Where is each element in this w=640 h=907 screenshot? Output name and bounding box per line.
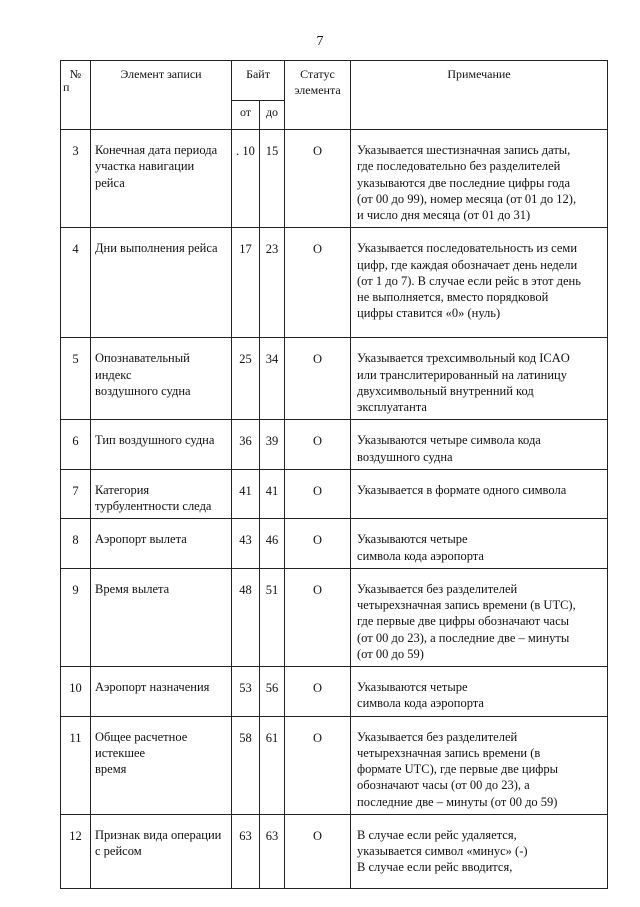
row-note-line: Указывается в формате одного символа: [357, 482, 567, 497]
table-row: [61, 228, 608, 338]
row-note-line: Указывается трехсимвольный код ICAO: [357, 351, 570, 366]
row-note: [351, 228, 608, 338]
row-note-line: В случае если рейс вводится,: [357, 860, 513, 875]
row-note-line: символа кода аэропорта: [357, 696, 484, 711]
header-status-line1: Статус: [300, 67, 335, 81]
row-note: [351, 568, 608, 666]
row-note: [351, 814, 608, 888]
row-element-name: [91, 667, 232, 717]
row-note-line: формате UTC), где первые две цифры: [357, 762, 559, 776]
row-note-line: Указывается последовательность из семи: [357, 241, 578, 256]
header-status-line2: элемента: [294, 82, 341, 97]
row-element-name-line: Тип воздушного судна: [95, 433, 215, 448]
row-note: [351, 420, 608, 470]
row-element-name-line: время: [95, 762, 127, 776]
row-note-line: последние две – минуты (от 00 до 59): [357, 794, 558, 809]
table-row: [61, 568, 608, 666]
table-row: [61, 420, 608, 470]
row-element-name: [91, 568, 232, 666]
row-note-line: (от 00 до 23), а последние две – минуты: [357, 630, 570, 645]
row-element-name: [91, 130, 232, 228]
row-note-line: четырехзначная запись времени (в UTC),: [357, 598, 576, 612]
row-note-line: или транслитерированный на латиницу: [357, 367, 567, 382]
row-status: O: [285, 519, 351, 569]
row-byte-to: 56: [260, 667, 285, 717]
table-row: [61, 667, 608, 717]
row-element-name-line: истекшее: [95, 745, 146, 760]
row-number: 10: [61, 667, 91, 717]
row-element-name-line: Дни выполнения рейса: [95, 241, 218, 256]
row-note-line: (от 00 до 59): [357, 646, 424, 661]
row-byte-from: 48: [232, 568, 260, 666]
row-note-line: Указываются четыре символа кода: [357, 433, 541, 448]
header-note: Примечание: [351, 61, 608, 130]
header-to: до: [260, 101, 285, 130]
row-note-line: четырехзначная запись времени (в: [357, 745, 541, 760]
row-note-line: и число дня месяца (от 01 до 31): [357, 208, 531, 222]
header-no-sub: п: [63, 79, 70, 94]
row-byte-to: 63: [260, 814, 285, 888]
row-note-line: Указывается без разделителей: [357, 581, 518, 596]
row-note-line: эксплуатанта: [357, 400, 427, 414]
row-element-name-line: Аэропорт вылета: [95, 532, 187, 547]
table-row: [61, 716, 608, 814]
row-note: [351, 519, 608, 569]
row-number: 6: [61, 420, 91, 470]
row-note-line: обозначают часы (от 00 до 23), а: [357, 778, 530, 793]
row-status: O: [285, 469, 351, 519]
row-byte-to: 41: [260, 469, 285, 519]
row-number: 11: [61, 716, 91, 814]
row-number: 9: [61, 568, 91, 666]
row-byte-to: 34: [260, 338, 285, 420]
row-byte-to: 46: [260, 519, 285, 569]
row-note-line: символа кода аэропорта: [357, 548, 484, 563]
row-note-line: указывается символ «минус» (-): [357, 844, 528, 858]
row-element-name-line: Конечная дата периода: [95, 143, 218, 157]
row-number: 12: [61, 814, 91, 888]
row-byte-from: 25: [232, 338, 260, 420]
table-row: [61, 338, 608, 420]
row-element-name: [91, 716, 232, 814]
row-status: O: [285, 338, 351, 420]
row-element-name: [91, 469, 232, 519]
row-note-line: указываются две последние цифры года: [357, 175, 571, 190]
row-element-name-line: участка навигации: [95, 159, 195, 174]
row-status: O: [285, 130, 351, 228]
row-status: O: [285, 568, 351, 666]
header-no: [61, 61, 91, 130]
row-byte-to: 15: [260, 130, 285, 228]
row-element-name-line: Время вылета: [95, 581, 170, 596]
page-number: 7: [316, 34, 324, 49]
row-note-line: В случае если рейс удаляется,: [357, 827, 517, 842]
row-status: O: [285, 420, 351, 470]
row-note-line: Указывается без разделителей: [357, 729, 518, 744]
row-element-name: [91, 338, 232, 420]
row-element-name-line: индекс: [95, 367, 132, 382]
header-element: Элемент записи: [91, 61, 232, 130]
table-row: [61, 469, 608, 519]
row-number: 5: [61, 338, 91, 420]
row-note-line: воздушного судна: [357, 449, 453, 464]
row-note-line: (от 1 до 7). В случае если рейс в этот день: [357, 273, 581, 288]
row-element-name: [91, 420, 232, 470]
row-note-line: Указываются четыре: [357, 680, 468, 694]
row-note: [351, 130, 608, 228]
row-note: [351, 469, 608, 519]
row-byte-from: 36: [232, 420, 260, 470]
row-byte-to: 39: [260, 420, 285, 470]
row-note-line: не выполняется, вместо порядковой: [357, 290, 549, 304]
header-no-label: №: [69, 67, 82, 81]
row-element-name-line: турбулентности следа: [95, 499, 212, 513]
row-note-line: где последовательно без разделителей: [357, 159, 561, 174]
record-format-table: [60, 60, 608, 889]
row-note-line: (от 00 до 99), номер месяца (от 01 до 12),: [357, 191, 577, 206]
row-note: [351, 716, 608, 814]
row-element-name-line: с рейсом: [95, 844, 142, 858]
row-byte-to: 23: [260, 228, 285, 338]
row-element-name-line: Категория: [95, 482, 150, 497]
header-bytes: Байт: [232, 61, 285, 101]
row-element-name-line: Опознавательный: [95, 351, 190, 366]
row-element-name: [91, 519, 232, 569]
row-element-name-line: Аэропорт назначения: [95, 680, 210, 694]
row-element-name-line: Признак вида операции: [95, 827, 222, 842]
row-status: O: [285, 667, 351, 717]
row-number: 4: [61, 228, 91, 338]
row-status: O: [285, 716, 351, 814]
row-element-name: [91, 228, 232, 338]
row-byte-from: 41: [232, 469, 260, 519]
row-note-line: где первые две цифры обозначают часы: [357, 614, 570, 629]
row-byte-to: 51: [260, 568, 285, 666]
row-element-name-line: рейса: [95, 175, 125, 190]
row-element-name-line: воздушного судна: [95, 383, 191, 398]
row-element-name-line: Общее расчетное: [95, 729, 188, 744]
row-number: 7: [61, 469, 91, 519]
row-byte-from: 63: [232, 814, 260, 888]
header-status: [285, 61, 351, 130]
table-row: [61, 130, 608, 228]
row-note-line: цифр, где каждая обозначает день недели: [357, 257, 578, 272]
row-status: O: [285, 228, 351, 338]
row-note-line: двухсимвольный внутренний код: [357, 383, 534, 398]
table-row: [61, 519, 608, 569]
row-element-name: [91, 814, 232, 888]
header-from: от: [232, 101, 260, 130]
row-byte-from: . 10: [232, 130, 260, 228]
table-row: [61, 814, 608, 888]
header-row: [61, 61, 608, 101]
row-note: [351, 667, 608, 717]
row-note-line: Указываются четыре: [357, 532, 468, 547]
row-note: [351, 338, 608, 420]
row-note-line: цифры ставится «0» (нуль): [357, 306, 501, 321]
row-byte-from: 43: [232, 519, 260, 569]
row-byte-from: 17: [232, 228, 260, 338]
row-byte-from: 53: [232, 667, 260, 717]
row-status: O: [285, 814, 351, 888]
row-number: 3: [61, 130, 91, 228]
row-byte-from: 58: [232, 716, 260, 814]
row-number: 8: [61, 519, 91, 569]
row-note-line: Указывается шестизначная запись даты,: [357, 143, 571, 157]
row-byte-to: 61: [260, 716, 285, 814]
